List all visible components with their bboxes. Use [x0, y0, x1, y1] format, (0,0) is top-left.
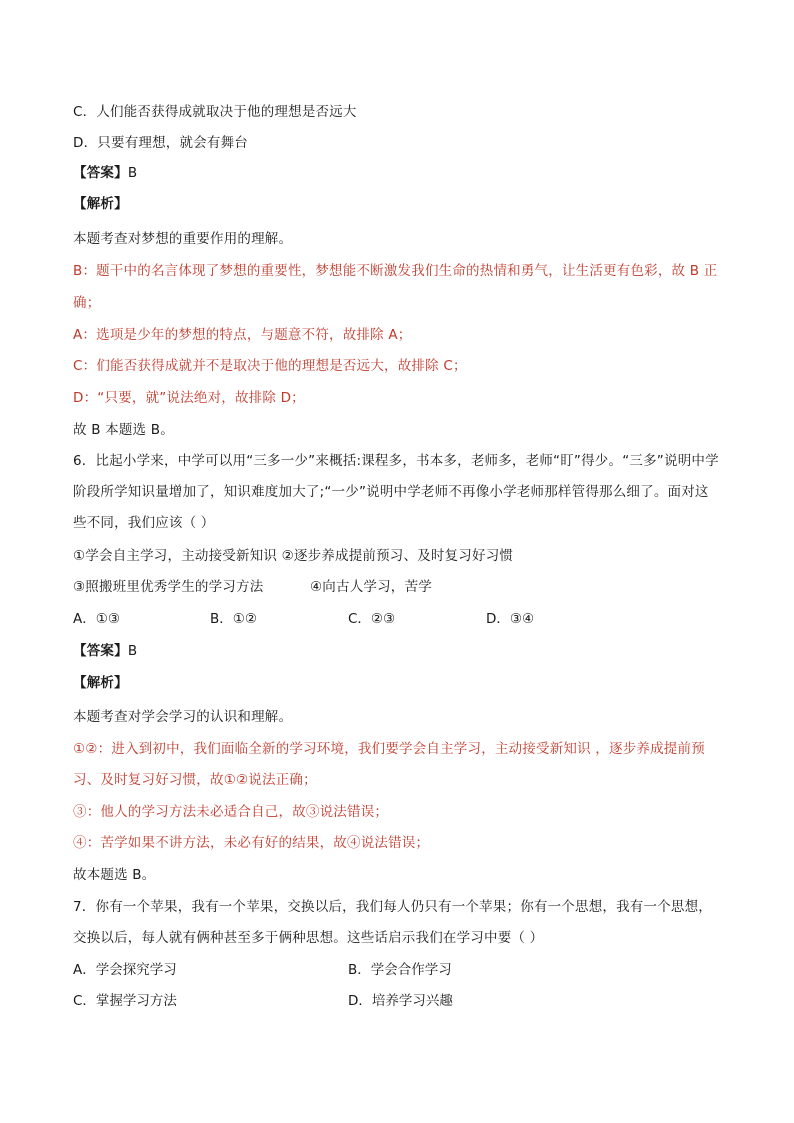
- q5-analysis-a: A：选项是少年的梦想的特点，与题意不符，故排除 A；: [73, 327, 412, 343]
- q5-analysis-b-line2: 确；: [73, 295, 101, 311]
- answer-label: 【答案】: [73, 643, 128, 659]
- q5-option-c: C．人们能否获得成就取决于他的理想是否远大: [73, 104, 357, 120]
- q7-stem-line1: 7．你有一个苹果，我有一个苹果，交换以后，我们每人仍只有一个苹果；你有一个思想，我有一个思想，: [73, 899, 712, 915]
- q7-option-c: C．掌握学习方法: [73, 993, 177, 1009]
- q5-analysis-label: 【解析】: [73, 196, 128, 212]
- q6-items-line2: [73, 577, 733, 597]
- q5-analysis-b-line1: B：题干中的名言体现了梦想的重要性，梦想能不断激发我们生命的热情和勇气，让生活更有色彩，故 B 正: [73, 263, 718, 279]
- q6-analysis-12-line1: ①②：进入到初中，我们面临全新的学习环境，我们要学会自主学习，主动接受新知识 ，逐步养成提前预: [73, 741, 705, 757]
- q6-item-3: ③照搬班里优秀学生的学习方法: [73, 579, 264, 595]
- q6-analysis-12-line2: 习、及时复习好习惯，故①②说法正确；: [73, 772, 317, 788]
- q5-analysis-intro: 本题考查对梦想的重要作用的理解。: [73, 231, 293, 247]
- q6-option-c: C．②③: [348, 611, 396, 627]
- q5-analysis-c: C：们能否获得成就并不是取决于他的理想是否远大，故排除 C；: [73, 358, 467, 374]
- answer-value: B: [127, 165, 138, 181]
- q7-option-d: D．培养学习兴趣: [348, 993, 453, 1009]
- q5-option-d: D．只要有理想，就会有舞台: [73, 135, 248, 151]
- q6-stem-line1: 6．比起小学来，中学可以用“三多一少”来概括:课程多，书本多，老师多，老师“盯”得少。“三多”说明中学: [73, 453, 719, 469]
- q6-stem-line2: 阶段所学知识量增加了，知识难度加大了;“一少”说明中学老师不再像小学老师那样管得那么细了。面对这: [73, 484, 709, 500]
- q6-conclusion: 故本题选 B。: [73, 867, 156, 883]
- q7-option-a: A．学会探究学习: [73, 962, 177, 978]
- q6-item-4: ④向古人学习，苦学: [310, 579, 432, 595]
- q5-conclusion: 故 B 本题选 B。: [73, 422, 174, 438]
- q6-stem-line3: 些不同，我们应该（ ）: [73, 515, 215, 531]
- q6-analysis-4: ④：苦学如果不讲方法，未必有好的结果，故④说法错误；: [73, 835, 430, 851]
- q6-answer: [73, 641, 733, 661]
- q6-analysis-label: 【解析】: [73, 675, 128, 691]
- answer-label: 【答案】: [73, 165, 128, 181]
- q6-option-a: A．①③: [73, 611, 120, 627]
- q6-items-line1: ①学会自主学习，主动接受新知识 ②逐步养成提前预习、及时复习好习惯: [73, 548, 514, 564]
- q6-analysis-3: ③：他人的学习方法未必适合自己，故③说法错误；: [73, 804, 389, 820]
- q5-answer: [73, 163, 733, 183]
- answer-value: B: [127, 643, 138, 659]
- q5-analysis-d: D：“只要，就”说法绝对，故排除 D；: [73, 390, 305, 406]
- q7-stem-line2: 交换以后，每人就有俩种甚至多于俩种思想。这些话启示我们在学习中要（ ）: [73, 930, 544, 946]
- q6-analysis-intro: 本题考查对学会学习的认识和理解。: [73, 709, 293, 725]
- q7-option-b: B．学会合作学习: [348, 962, 452, 978]
- q6-option-b: B．①②: [210, 611, 257, 627]
- q6-option-d: D．③④: [486, 611, 535, 627]
